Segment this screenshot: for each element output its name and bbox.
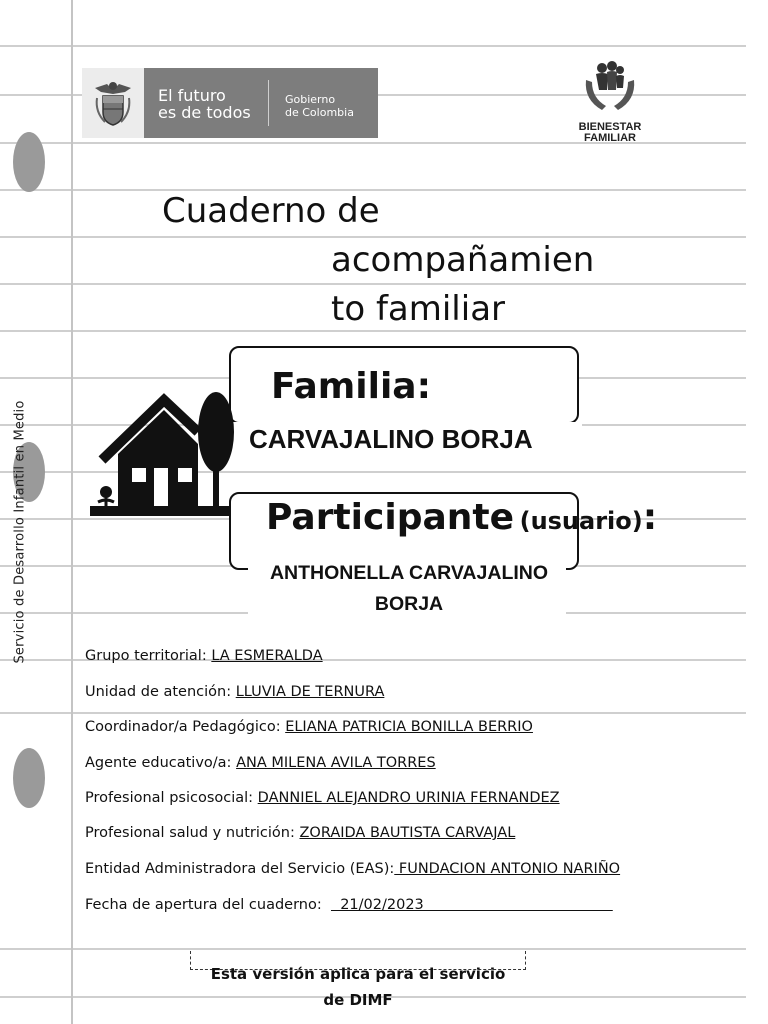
familia-label: Familia: [271,366,431,407]
field-value: 21/02/2023 [330,897,613,913]
familia-name: CARVAJALINO BORJA [249,424,533,454]
page-title-line-3: to familiar [331,289,506,329]
participante-label-colon: : [642,497,658,538]
field-value: LA ESMERALDA [211,648,323,664]
field-value: DANNIEL ALEJANDRO URINIA FERNANDEZ [257,790,560,806]
participante-name: ANTHONELLA CARVAJALINO BORJA [269,562,549,615]
service-version-note: Esta versión aplica para el servicio de DIMF [210,965,506,1009]
ruled-line [0,948,746,950]
field-label: Fecha de apertura del cuaderno: [85,897,331,913]
field-eas [85,861,620,877]
field-profesional-psicosocial [85,790,560,806]
field-label: Grupo territorial: [85,648,212,664]
participante-label-paren: (usuario) [519,507,643,535]
icbf-label: BIENESTAR FAMILIAR [578,121,642,144]
ruled-line [0,330,746,332]
gobierno-colombia-logo [82,68,378,138]
colombia-coat-of-arms-icon [82,68,144,138]
bienestar-familiar-logo [570,60,650,144]
ruled-line [0,236,746,238]
field-fecha-apertura [85,897,613,913]
field-grupo-territorial [85,648,323,664]
house-icon [90,388,248,520]
field-label: Entidad Administradora del Servicio (EAS): [85,861,395,877]
field-value: LLUVIA DE TERNURA [235,684,385,700]
field-label: Coordinador/a Pedagógico: [85,719,286,735]
side-vertical-text: Servicio de Desarrollo Infantil en Medio [12,400,28,664]
participante-label-main: Participante [266,497,515,538]
page-title-line-1: Cuaderno de [162,191,380,231]
field-profesional-salud [85,825,515,841]
ruled-line [0,283,746,285]
gov-entity-name: Gobierno de Colombia [285,93,354,119]
field-label: Unidad de atención: [85,684,236,700]
margin-line [71,0,73,1024]
ruled-line [0,712,746,714]
participante-label [266,497,657,538]
field-value: ELIANA PATRICIA BONILLA BERRIO [285,719,533,735]
field-value: ZORAIDA BAUTISTA CARVAJAL [299,825,516,841]
field-label: Agente educativo/a: [85,755,237,771]
field-value: FUNDACION ANTONIO NARIÑO [394,861,621,877]
binder-hole [13,132,45,192]
field-agente-educativo [85,755,436,771]
field-coordinador [85,719,533,735]
gov-slogan: El futuro es de todos [158,86,251,122]
field-label: Profesional psicosocial: [85,790,258,806]
page-title-line-2: acompañamien [331,240,595,280]
binder-hole [13,748,45,808]
ruled-line [0,45,746,47]
field-label: Profesional salud y nutrición: [85,825,300,841]
field-unidad-atencion [85,684,384,700]
family-hands-icon [580,60,640,118]
field-value: ANA MILENA AVILA TORRES [236,755,436,771]
